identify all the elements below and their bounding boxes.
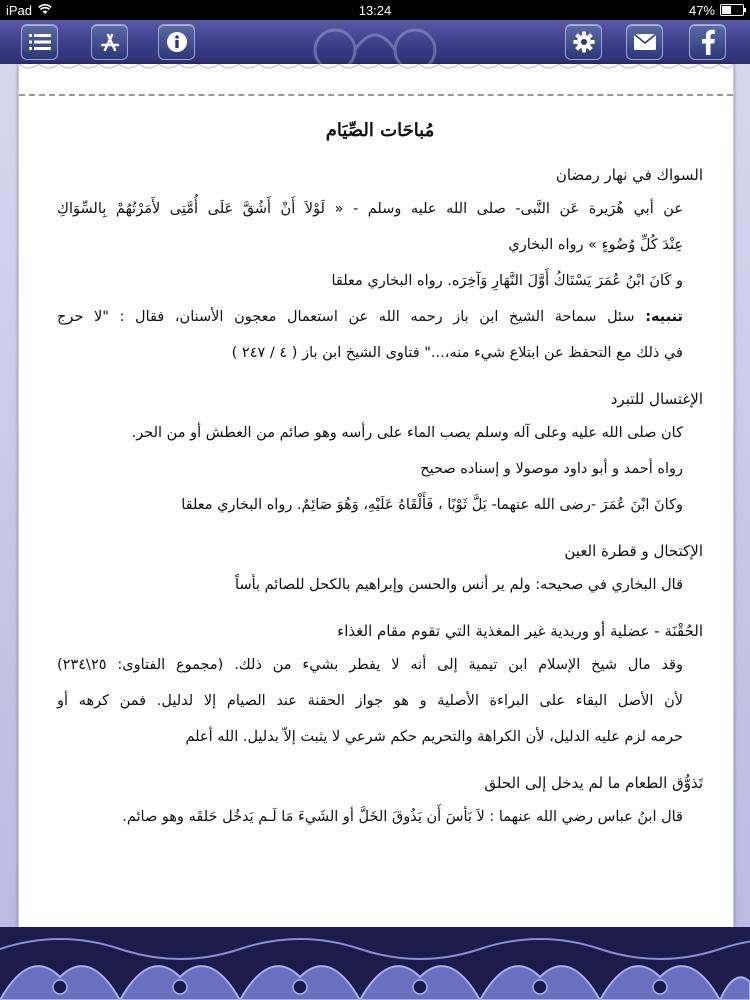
appstore-button[interactable] [91, 24, 128, 60]
settings-button[interactable] [565, 24, 602, 60]
mail-icon [633, 33, 657, 51]
battery-fill [722, 6, 731, 14]
info-button[interactable] [158, 24, 195, 60]
article-content [57, 112, 703, 835]
left-frame [0, 64, 18, 927]
section-heading: الإكتحال و قطرة العين [564, 542, 703, 560]
article-title: مُباحَات الصِّيَام [325, 120, 435, 141]
status-time: 13:24 [358, 2, 392, 18]
mail-button[interactable] [626, 24, 663, 60]
section-line: وقد مال شيخ الإسلام ابن تيمية إلى أنه لا يفطر بشيء من ذلك. (مجموع الفتاوى: ٢٥\٢٣٤) [57, 657, 683, 673]
section-heading: الحُقْنَة - عضلية أو وريدية غير المغذية التي تقوم مقام الغذاء [337, 622, 703, 640]
section-line: و كَانَ ابْنُ عُمَرَ يَسْتَاكُ أَوَّلَ النَّهَارِ وَآخِرَه. رواه البخاري معلقا [331, 273, 683, 289]
panel-top-edge [19, 64, 733, 70]
device-name: iPad [6, 2, 33, 18]
note-label: تنبيه: [645, 309, 683, 325]
facebook-icon [699, 29, 717, 55]
section-line: رواه أحمد و أبو داود موصولا و إسناده صحيح [420, 461, 683, 477]
battery-percent: 47% [688, 2, 715, 18]
section-line: حرمه لزم عليه الدليل، لأن الكراهة والتحريم حكم شرعي لا يثبت إلاّ بدليل. الله أعلم [185, 729, 683, 745]
section-line: عن أبي هُرَيرة عَن النَّبى- صلى الله عليه وسلم - « لَوْلاَ أَنْ أَشُقَّ عَلَى أُمَّتِى لأَمَرْتُهُمْ بِالسِّوَاكِ [57, 201, 683, 217]
section-line: قال البخاري في صحيحه: ولم ير أنس والحسن وإبراهيم بالكحل للصائم بأساً [235, 577, 683, 593]
section-line: في ذلك مع التحفظ عن ابتلاع شيء منه،..." فتاوى الشيخ ابن باز ( ٤ / ٢٤٧ ) [231, 345, 683, 361]
status-bar [0, 0, 750, 20]
right-frame [732, 64, 750, 927]
section-line: كان صلى الله عليه وعلى آله وسلم يصب الماء على رأسه وهو صائم من العطش أو من الحر. [131, 425, 683, 441]
section-heading: السواك في نهار رمضان [555, 166, 703, 184]
ornament-pattern [0, 927, 750, 1000]
facebook-button[interactable] [689, 24, 726, 60]
section-line: عِنْدَ كُلِّ وُضُوءٍ » رواه البخاري [508, 237, 683, 253]
section-line: تنبيه: سئل سماحة الشيخ ابن باز رحمه الله عن استعمال معجون الأسنان، فقال : "لا حرج [57, 309, 683, 325]
section-gap [57, 371, 703, 383]
info-icon [166, 31, 188, 53]
menu-button[interactable] [21, 24, 58, 60]
battery-icon [720, 4, 744, 16]
tear-line [19, 94, 733, 96]
section-line: وكانَ ابْنَ عُمَرَ -رضى الله عنهما- بَلَّ ثَوْبًا ، فَأَلْقَاهُ عَلَيْهِ، وَهُوَ صَائِمٌ. رواه البخاري معلقا [181, 497, 683, 513]
section-line: قال ابنُ عباس رضي الله عنهما : لاَ بَأسَ أَن يَذُوقَ الخَلَّ أو الشَيءَ مَا لَـم يَدخُل حَلقَه وهو صائم. [122, 809, 683, 825]
section-heading: تَذوُّق الطعام ما لم يدخل إلى الحلق [484, 774, 703, 792]
toolbar-ornament [250, 20, 500, 64]
toolbar [0, 20, 750, 64]
section-gap [57, 755, 703, 767]
article-panel[interactable] [18, 64, 734, 927]
list-icon [29, 33, 51, 51]
bottom-ornament [0, 927, 750, 1000]
section-heading: الإغتسال للتبرد [610, 390, 703, 408]
section-line: لأن الأصل البقاء على البراءة الأصلية و هو جواز الحقنة عند الصيام إلا لدليل. فمن كرهه أو [57, 693, 683, 709]
section-gap [57, 603, 703, 615]
appstore-icon [99, 31, 121, 53]
gear-icon [573, 31, 595, 53]
section-gap [57, 523, 703, 535]
